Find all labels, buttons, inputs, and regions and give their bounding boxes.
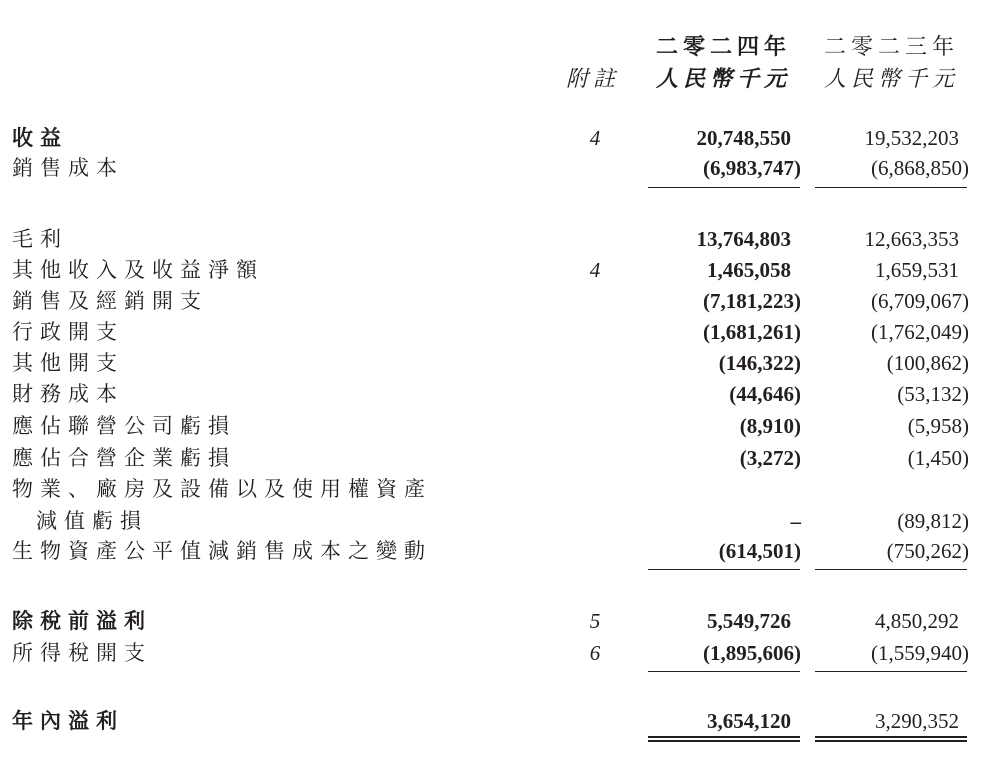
row-label: 年內溢利: [12, 708, 124, 733]
header-unit-2023: 人民幣千元: [823, 67, 959, 92]
value-2023: (1,559,940): [871, 641, 969, 665]
row-label: 除稅前溢利: [12, 608, 152, 633]
total-double-rule: [815, 740, 967, 742]
row-label: 財務成本: [12, 382, 124, 406]
value-2023: (53,132): [897, 382, 969, 406]
value-2023: 4,850,292: [875, 609, 959, 633]
value-2023: (750,262): [886, 539, 969, 563]
row-label: 其他收入及收益淨額: [12, 258, 264, 282]
table-row: [0, 606, 1000, 636]
value-2024: 13,764,803: [696, 227, 791, 251]
value-2024: (8,910): [739, 414, 801, 438]
value-2023: (5,958): [907, 414, 969, 438]
row-label: 生物資產公平值減銷售成本之變動: [12, 539, 432, 563]
value-2023: 12,663,353: [864, 227, 959, 251]
table-row: [0, 153, 1000, 183]
value-2024: (614,501): [718, 539, 801, 563]
subtotal-rule: [815, 671, 967, 672]
header-unit-2024: 人民幣千元: [655, 66, 791, 92]
row-label: 應佔合營企業虧損: [12, 446, 236, 470]
value-2023: (89,812): [897, 509, 969, 533]
row-note: 6: [589, 641, 601, 665]
row-label: 行政開支: [12, 320, 124, 344]
header-note-label: 附註: [566, 67, 621, 92]
row-label: 物業、廠房及設備以及使用權資產: [12, 477, 432, 501]
value-2023: 19,532,203: [864, 126, 959, 150]
value-2023: 1,659,531: [875, 258, 959, 282]
table-row: [0, 638, 1000, 668]
table-row: [0, 224, 1000, 254]
row-label: 毛利: [12, 227, 68, 251]
table-row: [0, 474, 1000, 504]
subtotal-rule: [648, 187, 800, 188]
total-double-rule: [648, 740, 800, 742]
row-note: 4: [589, 126, 601, 150]
total-double-rule: [648, 736, 800, 738]
value-2024: (3,272): [739, 446, 801, 470]
total-double-rule: [815, 736, 967, 738]
value-2024: (44,646): [729, 382, 801, 406]
value-2024: (146,322): [718, 351, 801, 375]
row-label: 銷售成本: [12, 156, 124, 180]
row-label: 所得稅開支: [12, 641, 152, 665]
value-2024: (1,681,261): [703, 320, 801, 344]
table-row: [0, 506, 1000, 536]
table-row: [0, 411, 1000, 441]
header-year-2024: 二零二四年: [655, 34, 791, 60]
value-2024: –: [790, 509, 801, 533]
table-row: [0, 255, 1000, 285]
table-row: [0, 443, 1000, 473]
value-2024: 20,748,550: [696, 126, 791, 150]
table-row: [0, 706, 1000, 736]
subtotal-rule: [648, 569, 800, 570]
table-row: [0, 379, 1000, 409]
row-label: 收益: [12, 125, 68, 150]
subtotal-rule: [648, 671, 800, 672]
table-row: [0, 348, 1000, 378]
value-2023: 3,290,352: [875, 709, 959, 733]
value-2024: (6,983,747): [703, 156, 801, 180]
table-row: [0, 317, 1000, 347]
value-2024: 3,654,120: [707, 709, 791, 733]
value-2024: 1,465,058: [707, 258, 791, 282]
table-row: [0, 286, 1000, 316]
table-row: [0, 536, 1000, 566]
header-year-2023: 二零二三年: [823, 35, 959, 60]
row-note: 4: [589, 258, 601, 282]
subtotal-rule: [815, 569, 967, 570]
value-2023: (100,862): [886, 351, 969, 375]
value-2023: (6,709,067): [871, 289, 969, 313]
row-note: 5: [589, 609, 601, 633]
row-label: 應佔聯營公司虧損: [12, 414, 236, 438]
value-2024: (7,181,223): [703, 289, 801, 313]
value-2023: (1,762,049): [871, 320, 969, 344]
row-label: 其他開支: [12, 351, 124, 375]
value-2023: (6,868,850): [871, 156, 969, 180]
row-label: 減值虧損: [36, 509, 148, 533]
row-label: 銷售及經銷開支: [12, 289, 208, 313]
value-2023: (1,450): [907, 446, 969, 470]
value-2024: 5,549,726: [707, 609, 791, 633]
value-2024: (1,895,606): [703, 641, 801, 665]
table-row: [0, 123, 1000, 153]
subtotal-rule: [815, 187, 967, 188]
